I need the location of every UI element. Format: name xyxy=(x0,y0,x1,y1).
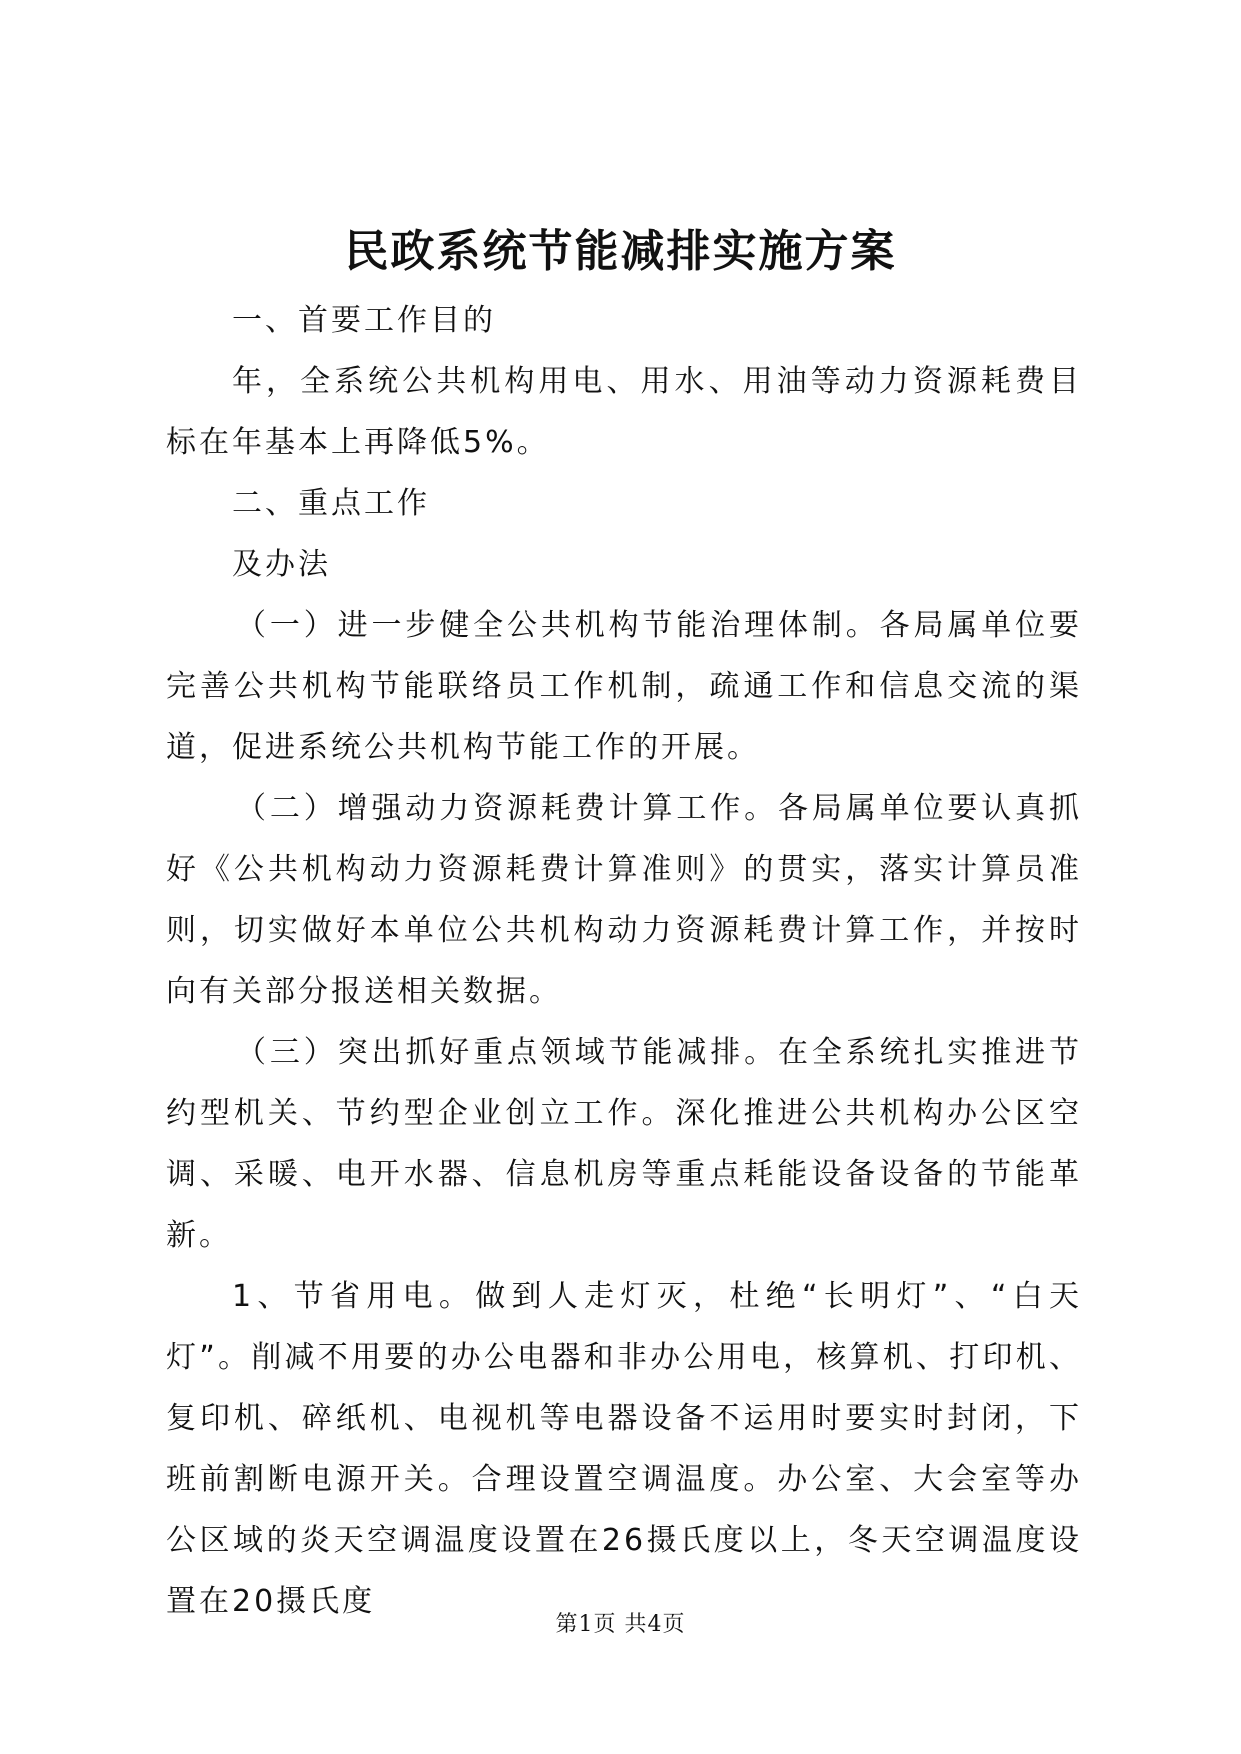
document-title: 民政系统节能减排实施方案 xyxy=(344,226,897,277)
paragraph-goal-text: 年，全系统公共机构用电、用水、用油等动力资源耗费目标在年基本上再降低5%。 xyxy=(166,364,1082,460)
section-heading-key-work: 二、重点工作 xyxy=(232,486,430,521)
section-heading-goals: 一、首要工作目的 xyxy=(232,303,496,338)
paragraph-item-3: （三）突出抓好重点领域节能减排。在全系统扎实推进节约型机关、节约型企业创立工作。深化推进公共机构办公区空调、采暖、电开水器、信息机房等重点耗能设备设备的节能革新。 xyxy=(166,1035,1082,1253)
paragraph-item-2: （二）增强动力资源耗费计算工作。各局属单位要认真抓好《公共机构动力资源耗费计算准则》的贯实，落实计算员准则，切实做好本单位公共机构动力资源耗费计算工作，并按时向有关部分报送相关数据。 xyxy=(166,791,1082,1009)
paragraph-save-electricity: 1、节省用电。做到人走灯灭，杜绝“长明灯”、“白天灯”。削减不用要的办公电器和非办公用电，核算机、打印机、复印机、碎纸机、电视机等电器设备不运用时要实时封闭，下班前割断电源开关。合理设置空调温度。办公室、大会室等办公区域的炎天空调温度设置在26摄氏度以上，冬天空调温度设置在20摄氏度 xyxy=(166,1279,1082,1619)
document-body xyxy=(166,290,1082,1632)
page-footer: 第1页 共4页 xyxy=(555,1612,686,1637)
paragraph-item-1: （一）进一步健全公共机构节能治理体制。各局属单位要完善公共机构节能联络员工作机制，疏通工作和信息交流的渠道，促进系统公共机构节能工作的开展。 xyxy=(166,608,1082,765)
section-heading-measures: 及办法 xyxy=(232,547,331,582)
